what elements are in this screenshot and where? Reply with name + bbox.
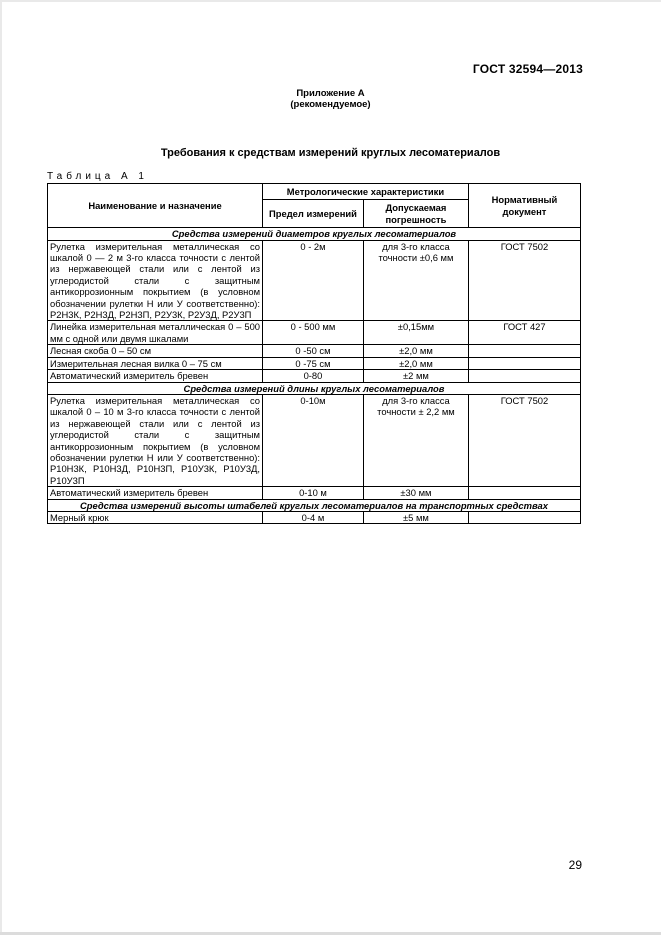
row-name: Рулетка измерительная металлическая со шкалой 0 — 2 м 3-го класса точности с лентой из нержавеющей стали или с лентой из углеродистой стали с защитным антикоррозионным покрытием (в условном обозначении рулетки Н или У соответственно): Р2Н3К, Р2Н3Д, Р2Н3П, Р2У3К, Р2У3Д, Р2У3П: [48, 240, 263, 321]
standard-code: ГОСТ 32594—2013: [472, 62, 583, 76]
row-name: Рулетка измерительная металлическая со шкалой 0 – 10 м 3-го класса точности с лентой из нержавеющей стали или с лентой из углеродистой стали с защитным антикоррозионным покрытием (в условном обозначении рулетки Н или У соответственно): Р10Н3К, Р10Н3Д, Р10Н3П, Р10У3К, Р10У3Д, Р10У3П: [48, 394, 263, 486]
section-title: Средства измерений высоты штабелей круглых лесоматериалов на транспортных средствах: [48, 499, 581, 511]
row-name: Автоматический измеритель бревен: [48, 487, 263, 499]
section-title: Средства измерений диаметров круглых лесоматериалов: [48, 228, 581, 240]
header-name: Наименование и назначение: [48, 184, 263, 228]
header-range: Предел измерений: [263, 200, 364, 228]
table-caption: Таблица А 1: [47, 171, 148, 182]
header-metrology: Метрологические характеристики: [263, 184, 469, 200]
row-doc: ГОСТ 427: [468, 321, 580, 345]
row-error: ±0,15мм: [363, 321, 468, 345]
row-name: Лесная скоба 0 – 50 см: [48, 345, 263, 357]
row-name: Линейка измерительная металлическая 0 – 500 мм с одной или двумя шкалами: [48, 321, 263, 345]
table-row: [48, 357, 581, 369]
header-normative: Нормативный документ: [468, 184, 580, 228]
row-name: Измерительная лесная вилка 0 – 75 см: [48, 357, 263, 369]
section-title: Средства измерений длины круглых лесоматериалов: [48, 382, 581, 394]
row-error: ±30 мм: [363, 487, 468, 499]
row-error: для 3-го класса точности ±0,6 мм: [363, 240, 468, 321]
row-doc: [468, 345, 580, 357]
row-range: 0-10м: [263, 394, 364, 486]
row-error: ±2 мм: [363, 370, 468, 382]
row-doc: [468, 511, 580, 523]
row-range: 0 - 500 мм: [263, 321, 364, 345]
table-row: [48, 394, 581, 486]
row-error: ±2,0 мм: [363, 357, 468, 369]
row-range: 0-80: [263, 370, 364, 382]
row-error: ±2,0 мм: [363, 345, 468, 357]
appendix-title: Приложение А: [296, 88, 365, 99]
row-doc: ГОСТ 7502: [468, 240, 580, 321]
row-doc: [468, 370, 580, 382]
row-doc: ГОСТ 7502: [468, 394, 580, 486]
row-range: 0 - 2м: [263, 240, 364, 321]
appendix-note: (рекомендуемое): [290, 99, 371, 110]
table-row: [48, 487, 581, 499]
row-range: 0 -75 см: [263, 357, 364, 369]
table-row: [48, 511, 581, 523]
table-row: [48, 345, 581, 357]
page-number: 29: [568, 858, 582, 872]
table-row: [48, 240, 581, 321]
requirements-table: [47, 183, 581, 524]
row-doc: [468, 487, 580, 499]
row-range: 0-4 м: [263, 511, 364, 523]
header-error: Допускаемая погрешность: [363, 200, 468, 228]
document-heading: Требования к средствам измерений круглых лесоматериалов: [160, 147, 501, 159]
table-row: [48, 321, 581, 345]
row-name: Мерный крюк: [48, 511, 263, 523]
row-range: 0 -50 см: [263, 345, 364, 357]
table-row: [48, 370, 581, 382]
appendix-block: [0, 88, 661, 110]
row-name: Автоматический измеритель бревен: [48, 370, 263, 382]
row-doc: [468, 357, 580, 369]
row-error: ±5 мм: [363, 511, 468, 523]
page-edge: [0, 0, 661, 2]
row-error: для 3-го класса точности ± 2,2 мм: [363, 394, 468, 486]
row-range: 0-10 м: [263, 487, 364, 499]
page-edge: [0, 0, 2, 935]
